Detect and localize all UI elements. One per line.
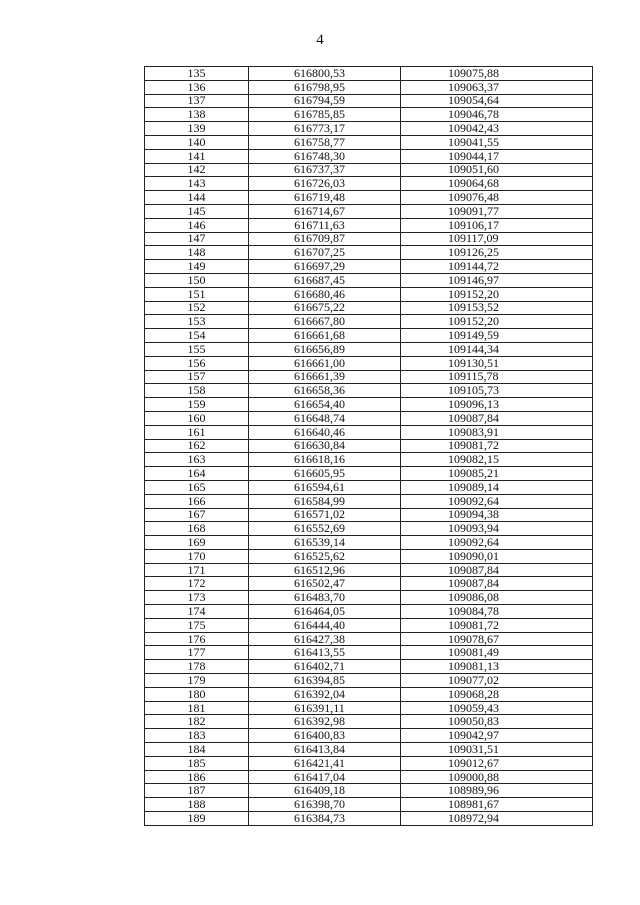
point-number-cell: 182: [145, 715, 249, 729]
x-coordinate-cell: 616714,67: [249, 204, 401, 218]
table-row: [145, 411, 593, 425]
y-coordinate-cell: 109085,21: [401, 467, 593, 481]
x-coordinate-cell: 616409,18: [249, 784, 401, 798]
y-coordinate-cell: 109126,25: [401, 246, 593, 260]
x-coordinate-cell: 616640,46: [249, 425, 401, 439]
y-coordinate-cell: 109059,43: [401, 701, 593, 715]
y-coordinate-cell: 109093,94: [401, 522, 593, 536]
y-coordinate-cell: 109096,13: [401, 398, 593, 412]
table-row: [145, 756, 593, 770]
x-coordinate-cell: 616421,41: [249, 756, 401, 770]
y-coordinate-cell: 108989,96: [401, 784, 593, 798]
y-coordinate-cell: 109152,20: [401, 287, 593, 301]
point-number-cell: 162: [145, 439, 249, 453]
table-row: [145, 522, 593, 536]
point-number-cell: 164: [145, 467, 249, 481]
table-row: [145, 605, 593, 619]
point-number-cell: 151: [145, 287, 249, 301]
x-coordinate-cell: 616392,04: [249, 687, 401, 701]
y-coordinate-cell: 109063,37: [401, 80, 593, 94]
x-coordinate-cell: 616785,85: [249, 108, 401, 122]
point-number-cell: 157: [145, 370, 249, 384]
coordinates-table: [144, 66, 593, 826]
point-number-cell: 145: [145, 204, 249, 218]
x-coordinate-cell: 616711,63: [249, 218, 401, 232]
x-coordinate-cell: 616413,84: [249, 743, 401, 757]
table-row: [145, 632, 593, 646]
table-row: [145, 122, 593, 136]
y-coordinate-cell: 109144,72: [401, 260, 593, 274]
point-number-cell: 180: [145, 687, 249, 701]
y-coordinate-cell: 109086,08: [401, 591, 593, 605]
table-row: [145, 260, 593, 274]
point-number-cell: 187: [145, 784, 249, 798]
y-coordinate-cell: 109077,02: [401, 674, 593, 688]
table-row: [145, 743, 593, 757]
x-coordinate-cell: 616648,74: [249, 411, 401, 425]
y-coordinate-cell: 109000,88: [401, 770, 593, 784]
x-coordinate-cell: 616658,36: [249, 384, 401, 398]
table-row: [145, 384, 593, 398]
y-coordinate-cell: 109092,64: [401, 536, 593, 550]
table-row: [145, 232, 593, 246]
point-number-cell: 188: [145, 798, 249, 812]
table-row: [145, 425, 593, 439]
point-number-cell: 189: [145, 812, 249, 826]
point-number-cell: 153: [145, 315, 249, 329]
table-row: [145, 177, 593, 191]
point-number-cell: 137: [145, 94, 249, 108]
y-coordinate-cell: 109094,38: [401, 508, 593, 522]
point-number-cell: 150: [145, 273, 249, 287]
y-coordinate-cell: 109083,91: [401, 425, 593, 439]
point-number-cell: 139: [145, 122, 249, 136]
table-row: [145, 591, 593, 605]
point-number-cell: 163: [145, 453, 249, 467]
table-row: [145, 80, 593, 94]
table-row: [145, 163, 593, 177]
x-coordinate-cell: 616680,46: [249, 287, 401, 301]
y-coordinate-cell: 109081,13: [401, 660, 593, 674]
x-coordinate-cell: 616398,70: [249, 798, 401, 812]
y-coordinate-cell: 109076,48: [401, 191, 593, 205]
coordinates-table-body: [145, 67, 593, 826]
point-number-cell: 149: [145, 260, 249, 274]
point-number-cell: 177: [145, 646, 249, 660]
point-number-cell: 168: [145, 522, 249, 536]
point-number-cell: 175: [145, 618, 249, 632]
x-coordinate-cell: 616402,71: [249, 660, 401, 674]
y-coordinate-cell: 109075,88: [401, 67, 593, 81]
point-number-cell: 142: [145, 163, 249, 177]
table-row: [145, 467, 593, 481]
x-coordinate-cell: 616687,45: [249, 273, 401, 287]
point-number-cell: 138: [145, 108, 249, 122]
y-coordinate-cell: 108972,94: [401, 812, 593, 826]
x-coordinate-cell: 616502,47: [249, 577, 401, 591]
x-coordinate-cell: 616512,96: [249, 563, 401, 577]
table-row: [145, 191, 593, 205]
point-number-cell: 185: [145, 756, 249, 770]
y-coordinate-cell: 109044,17: [401, 149, 593, 163]
x-coordinate-cell: 616525,62: [249, 549, 401, 563]
table-row: [145, 370, 593, 384]
y-coordinate-cell: 109149,59: [401, 329, 593, 343]
point-number-cell: 152: [145, 301, 249, 315]
table-row: [145, 149, 593, 163]
y-coordinate-cell: 109087,84: [401, 577, 593, 591]
x-coordinate-cell: 616539,14: [249, 536, 401, 550]
x-coordinate-cell: 616605,95: [249, 467, 401, 481]
table-row: [145, 729, 593, 743]
y-coordinate-cell: 109081,72: [401, 439, 593, 453]
x-coordinate-cell: 616656,89: [249, 342, 401, 356]
x-coordinate-cell: 616675,22: [249, 301, 401, 315]
table-row: [145, 701, 593, 715]
y-coordinate-cell: 109144,34: [401, 342, 593, 356]
table-row: [145, 812, 593, 826]
table-row: [145, 301, 593, 315]
point-number-cell: 156: [145, 356, 249, 370]
x-coordinate-cell: 616394,85: [249, 674, 401, 688]
point-number-cell: 169: [145, 536, 249, 550]
x-coordinate-cell: 616413,55: [249, 646, 401, 660]
point-number-cell: 171: [145, 563, 249, 577]
x-coordinate-cell: 616709,87: [249, 232, 401, 246]
point-number-cell: 172: [145, 577, 249, 591]
table-row: [145, 273, 593, 287]
table-row: [145, 453, 593, 467]
point-number-cell: 179: [145, 674, 249, 688]
table-row: [145, 439, 593, 453]
point-number-cell: 166: [145, 494, 249, 508]
table-row: [145, 715, 593, 729]
y-coordinate-cell: 109064,68: [401, 177, 593, 191]
table-row: [145, 246, 593, 260]
y-coordinate-cell: 109041,55: [401, 135, 593, 149]
point-number-cell: 167: [145, 508, 249, 522]
y-coordinate-cell: 109130,51: [401, 356, 593, 370]
point-number-cell: 160: [145, 411, 249, 425]
table-row: [145, 687, 593, 701]
point-number-cell: 140: [145, 135, 249, 149]
y-coordinate-cell: 109081,49: [401, 646, 593, 660]
page-number: 4: [316, 32, 324, 48]
table-row: [145, 798, 593, 812]
x-coordinate-cell: 616758,77: [249, 135, 401, 149]
table-row: [145, 549, 593, 563]
x-coordinate-cell: 616417,04: [249, 770, 401, 784]
y-coordinate-cell: 108981,67: [401, 798, 593, 812]
x-coordinate-cell: 616400,83: [249, 729, 401, 743]
x-coordinate-cell: 616584,99: [249, 494, 401, 508]
point-number-cell: 158: [145, 384, 249, 398]
x-coordinate-cell: 616800,53: [249, 67, 401, 81]
y-coordinate-cell: 109106,17: [401, 218, 593, 232]
point-number-cell: 144: [145, 191, 249, 205]
x-coordinate-cell: 616667,80: [249, 315, 401, 329]
x-coordinate-cell: 616654,40: [249, 398, 401, 412]
point-number-cell: 178: [145, 660, 249, 674]
table-row: [145, 94, 593, 108]
x-coordinate-cell: 616697,29: [249, 260, 401, 274]
table-row: [145, 646, 593, 660]
y-coordinate-cell: 109087,84: [401, 411, 593, 425]
x-coordinate-cell: 616661,00: [249, 356, 401, 370]
point-number-cell: 155: [145, 342, 249, 356]
y-coordinate-cell: 109090,01: [401, 549, 593, 563]
x-coordinate-cell: 616618,16: [249, 453, 401, 467]
table-row: [145, 480, 593, 494]
point-number-cell: 161: [145, 425, 249, 439]
x-coordinate-cell: 616427,38: [249, 632, 401, 646]
point-number-cell: 147: [145, 232, 249, 246]
x-coordinate-cell: 616719,48: [249, 191, 401, 205]
point-number-cell: 186: [145, 770, 249, 784]
y-coordinate-cell: 109031,51: [401, 743, 593, 757]
x-coordinate-cell: 616483,70: [249, 591, 401, 605]
table-row: [145, 356, 593, 370]
y-coordinate-cell: 109146,97: [401, 273, 593, 287]
point-number-cell: 183: [145, 729, 249, 743]
table-row: [145, 135, 593, 149]
y-coordinate-cell: 109115,78: [401, 370, 593, 384]
y-coordinate-cell: 109105,73: [401, 384, 593, 398]
x-coordinate-cell: 616594,61: [249, 480, 401, 494]
x-coordinate-cell: 616384,73: [249, 812, 401, 826]
y-coordinate-cell: 109087,84: [401, 563, 593, 577]
x-coordinate-cell: 616661,68: [249, 329, 401, 343]
x-coordinate-cell: 616798,95: [249, 80, 401, 94]
y-coordinate-cell: 109042,97: [401, 729, 593, 743]
y-coordinate-cell: 109012,67: [401, 756, 593, 770]
x-coordinate-cell: 616737,37: [249, 163, 401, 177]
y-coordinate-cell: 109092,64: [401, 494, 593, 508]
table-row: [145, 618, 593, 632]
y-coordinate-cell: 109091,77: [401, 204, 593, 218]
point-number-cell: 176: [145, 632, 249, 646]
point-number-cell: 146: [145, 218, 249, 232]
point-number-cell: 136: [145, 80, 249, 94]
table-row: [145, 563, 593, 577]
table-row: [145, 784, 593, 798]
table-row: [145, 577, 593, 591]
y-coordinate-cell: 109054,64: [401, 94, 593, 108]
y-coordinate-cell: 109082,15: [401, 453, 593, 467]
point-number-cell: 135: [145, 67, 249, 81]
table-row: [145, 204, 593, 218]
x-coordinate-cell: 616552,69: [249, 522, 401, 536]
y-coordinate-cell: 109081,72: [401, 618, 593, 632]
table-row: [145, 67, 593, 81]
point-number-cell: 174: [145, 605, 249, 619]
x-coordinate-cell: 616748,30: [249, 149, 401, 163]
table-row: [145, 494, 593, 508]
point-number-cell: 181: [145, 701, 249, 715]
y-coordinate-cell: 109046,78: [401, 108, 593, 122]
point-number-cell: 173: [145, 591, 249, 605]
x-coordinate-cell: 616392,98: [249, 715, 401, 729]
point-number-cell: 170: [145, 549, 249, 563]
y-coordinate-cell: 109084,78: [401, 605, 593, 619]
x-coordinate-cell: 616391,11: [249, 701, 401, 715]
table-row: [145, 770, 593, 784]
x-coordinate-cell: 616726,03: [249, 177, 401, 191]
table-row: [145, 398, 593, 412]
point-number-cell: 154: [145, 329, 249, 343]
x-coordinate-cell: 616794,59: [249, 94, 401, 108]
table-row: [145, 342, 593, 356]
table-row: [145, 108, 593, 122]
y-coordinate-cell: 109152,20: [401, 315, 593, 329]
y-coordinate-cell: 109050,83: [401, 715, 593, 729]
table-row: [145, 315, 593, 329]
y-coordinate-cell: 109051,60: [401, 163, 593, 177]
y-coordinate-cell: 109078,67: [401, 632, 593, 646]
y-coordinate-cell: 109117,09: [401, 232, 593, 246]
point-number-cell: 184: [145, 743, 249, 757]
table-row: [145, 508, 593, 522]
y-coordinate-cell: 109042,43: [401, 122, 593, 136]
x-coordinate-cell: 616464,05: [249, 605, 401, 619]
y-coordinate-cell: 109068,28: [401, 687, 593, 701]
table-row: [145, 287, 593, 301]
x-coordinate-cell: 616444,40: [249, 618, 401, 632]
y-coordinate-cell: 109089,14: [401, 480, 593, 494]
table-row: [145, 536, 593, 550]
point-number-cell: 148: [145, 246, 249, 260]
point-number-cell: 141: [145, 149, 249, 163]
point-number-cell: 159: [145, 398, 249, 412]
table-row: [145, 674, 593, 688]
x-coordinate-cell: 616630,84: [249, 439, 401, 453]
x-coordinate-cell: 616571,02: [249, 508, 401, 522]
table-row: [145, 660, 593, 674]
x-coordinate-cell: 616661,39: [249, 370, 401, 384]
x-coordinate-cell: 616773,17: [249, 122, 401, 136]
y-coordinate-cell: 109153,52: [401, 301, 593, 315]
point-number-cell: 165: [145, 480, 249, 494]
table-row: [145, 218, 593, 232]
point-number-cell: 143: [145, 177, 249, 191]
x-coordinate-cell: 616707,25: [249, 246, 401, 260]
table-row: [145, 329, 593, 343]
